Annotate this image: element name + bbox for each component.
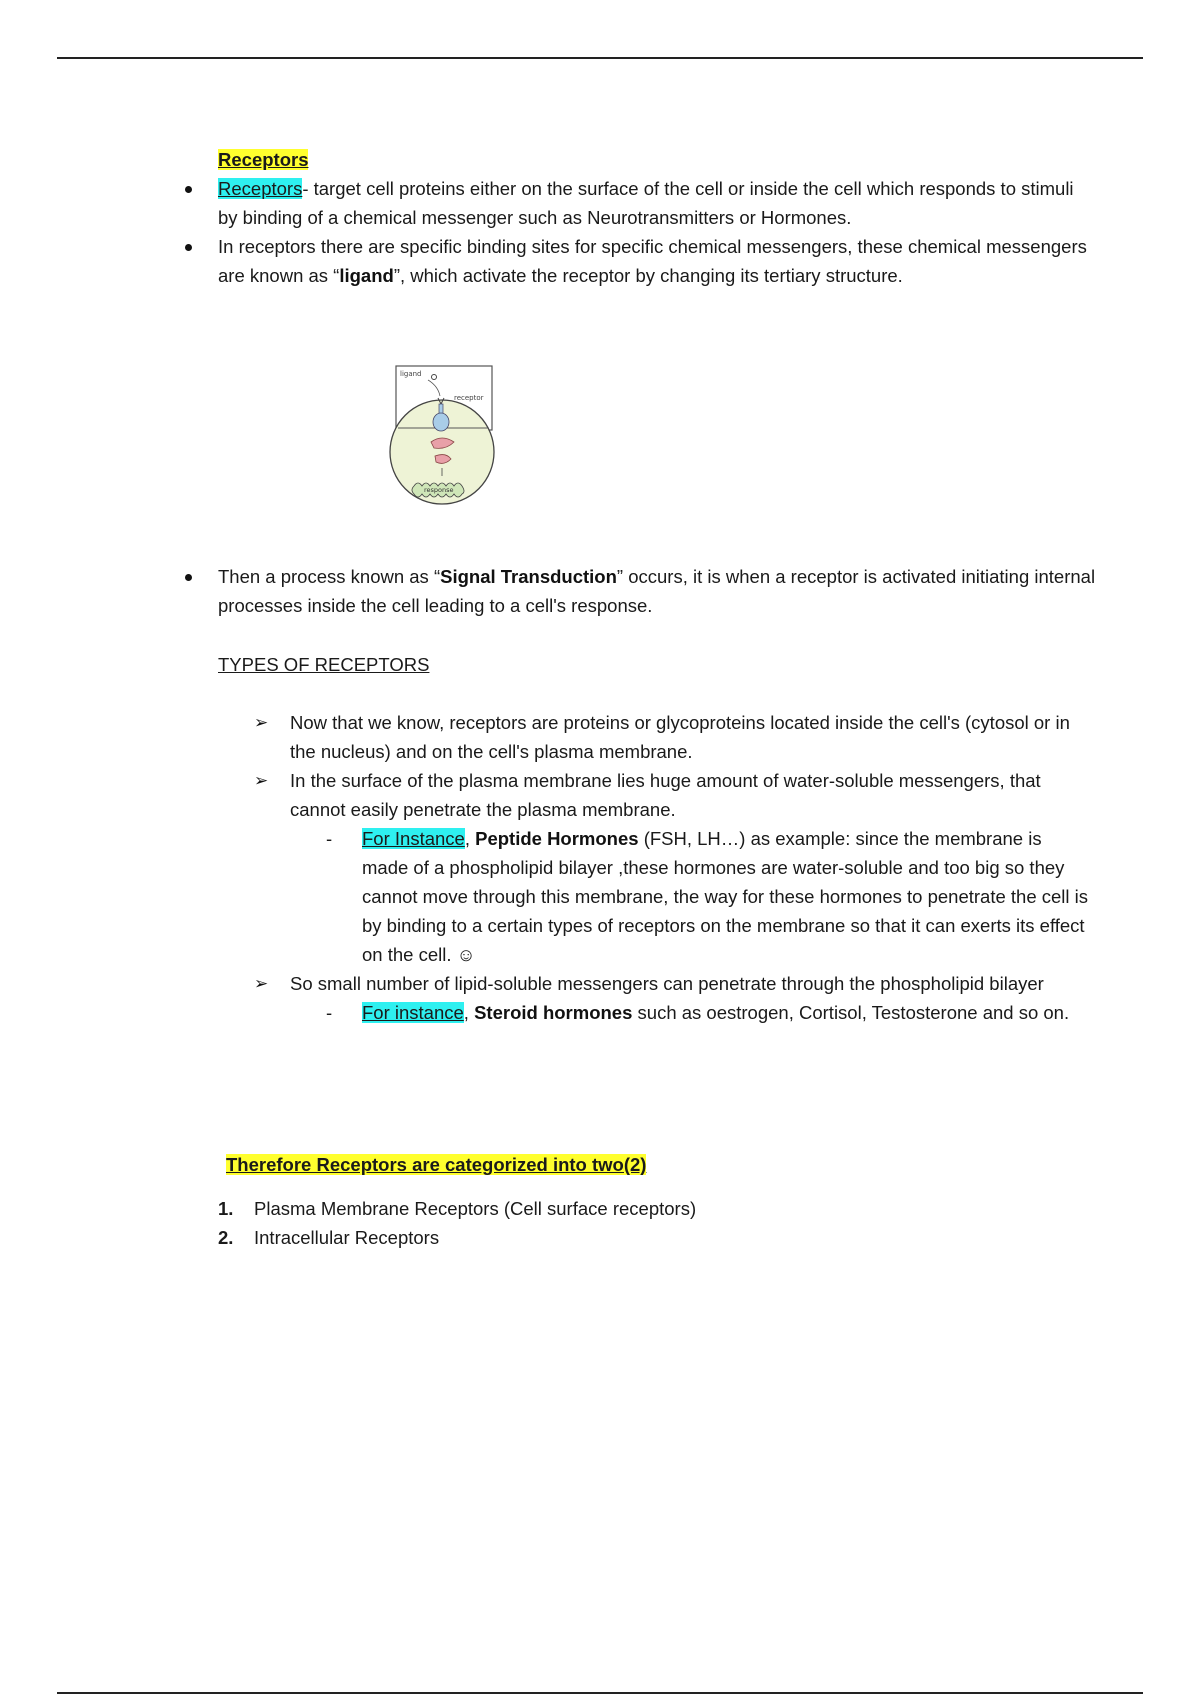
receptor-diagram [388, 362, 504, 516]
arrow-item: ➢ Now that we know, receptors are proteins or glycoproteins located inside the cell's (cytosol or in the nucleus) and on the cell's plasma membrane. [290, 708, 1090, 766]
receptor-stalk [439, 404, 443, 414]
bullet-receptors-definition: Receptors- target cell proteins either on the surface of the cell or inside the cell which responds to stimuli by binding of a chemical messenger such as Neurotransmitters or Hormones. [218, 174, 1098, 232]
ligand-arrow [428, 380, 440, 396]
signal-transduction-term: Signal Transduction [440, 566, 617, 587]
signal-transduction-list [218, 562, 1098, 620]
for-instance-highlight: For Instance [362, 828, 465, 849]
steroid-hormones-term: Steroid hormones [474, 1002, 633, 1023]
dash-list [362, 824, 1092, 969]
arrow-list [254, 708, 1090, 1027]
footer-rule [57, 1692, 1143, 1694]
response-label: response [424, 486, 454, 494]
arrow-bullet-icon: ➢ [254, 771, 269, 790]
receptor-body [433, 413, 449, 431]
list-item: 2. Intracellular Receptors [218, 1227, 440, 1248]
for-instance-highlight: For instance [362, 1002, 464, 1023]
dash-list [362, 998, 1092, 1027]
ligand-term: ligand [339, 265, 394, 286]
ligand-label: ligand [400, 370, 422, 378]
section-title: Receptors [218, 149, 309, 170]
categories-heading: Therefore Receptors are categorized into two(2) [226, 1154, 647, 1175]
receptor-label: receptor [454, 394, 484, 402]
receptor-category-list [218, 1194, 696, 1252]
dash-item-peptide: - For Instance, Peptide Hormones (FSH, LH…) as example: since the membrane is made of a phospholipid bilayer ,these hormones are water-soluble and too big so they cannot move through this membrane, the way for these hormones to penetrate the cell is by binding to a certain types of receptors on the membrane so that it can exerts its effect on the cell. ☺ [362, 824, 1092, 969]
receptors-term: Receptors [218, 178, 303, 199]
types-of-receptors-heading: TYPES OF RECEPTORS [218, 654, 430, 675]
arrow-bullet-icon: ➢ [254, 713, 269, 732]
arrow-item: ➢ So small number of lipid-soluble messengers can penetrate through the phospholipid bilayer - For instance, Steroid hormones such as oestrogen, Cortisol, Testosterone and so on. [290, 969, 1090, 1027]
arrow-bullet-icon: ➢ [254, 974, 269, 993]
dash-item-steroid: - For instance, Steroid hormones such as oestrogen, Cortisol, Testosterone and so on. [362, 998, 1092, 1027]
intro-bullet-list [218, 174, 1098, 290]
arrow-item: ➢ In the surface of the plasma membrane lies huge amount of water-soluble messengers, that cannot easily penetrate the plasma membrane. - For Instance, Peptide Hormones (FSH, LH…) as example: since the membrane is made of a phospholipid bilayer ,these hormones are water-soluble and too big so they cannot move through this membrane, the way for these hormones to penetrate the cell is by binding to a certain types of receptors on the membrane so that it can exerts its effect on the cell. ☺ [290, 766, 1090, 969]
bullet-signal-transduction: Then a process known as “Signal Transduction” occurs, it is when a receptor is activated initiating internal processes inside the cell leading to a cell's response. [218, 562, 1098, 620]
bullet-ligand: In receptors there are specific binding sites for specific chemical messengers, these chemical messengers are known as “ligand”, which activate the receptor by changing its tertiary structure. [218, 232, 1098, 290]
ligand-dot [432, 375, 437, 380]
header-rule [57, 57, 1143, 59]
list-item: 1. Plasma Membrane Receptors (Cell surface receptors) [218, 1198, 697, 1219]
peptide-hormones-term: Peptide Hormones [475, 828, 639, 849]
